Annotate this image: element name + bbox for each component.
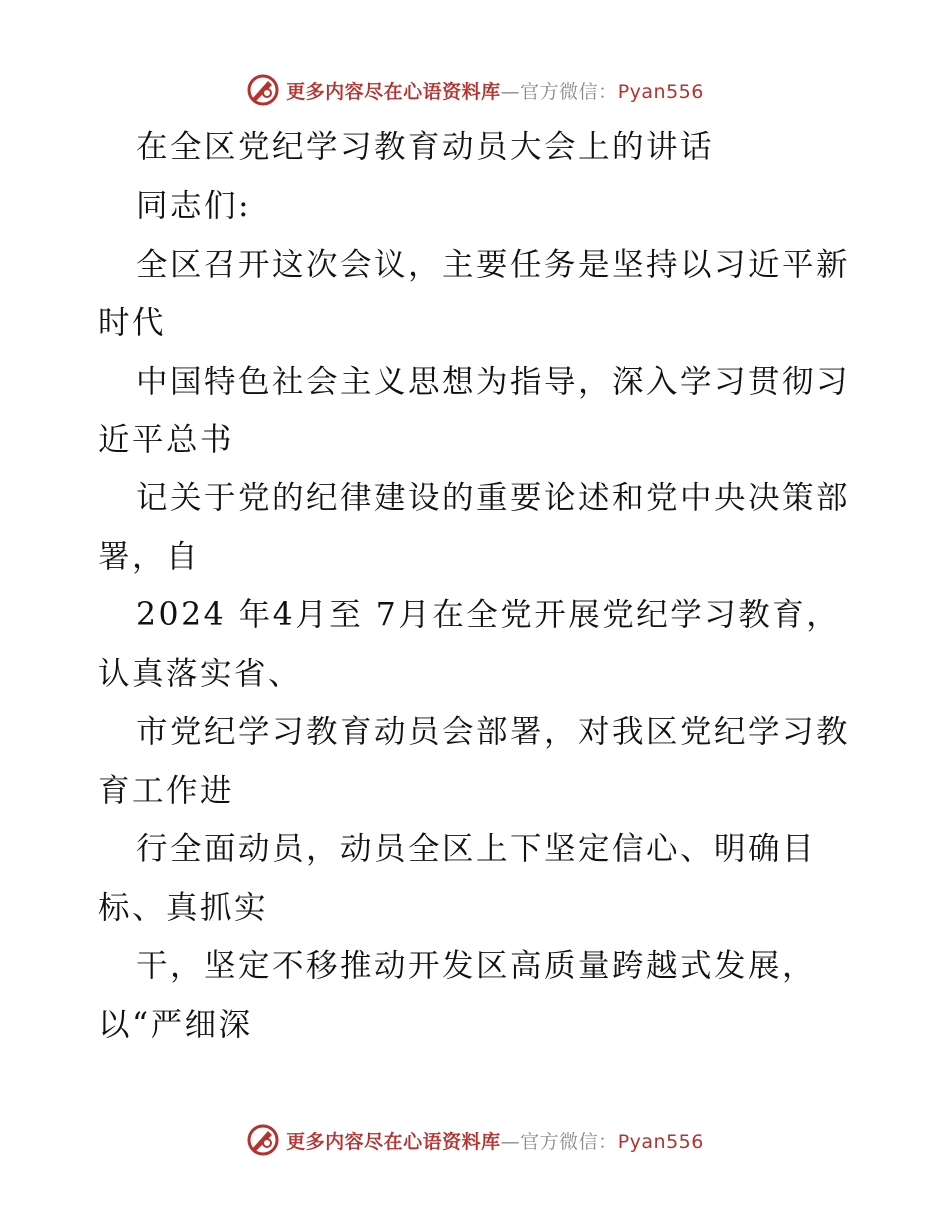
paragraph-line: 市党纪学习教育动员会部署，对我区党纪学习教 (136, 714, 851, 750)
paragraph-line: 标、真抓实 (98, 890, 269, 926)
paragraph-line: 全区召开这次会议，主要任务是坚持以习近平新 (136, 247, 851, 283)
banner-label: 官方微信： (520, 80, 618, 103)
banner-dash: — (500, 1130, 521, 1153)
document-title: 在全区党纪学习教育动员大会上的讲话 (136, 129, 715, 165)
banner-dash: — (500, 80, 521, 103)
banner-main-text: 更多内容尽在心语资料库 (286, 1130, 501, 1153)
header-banner (0, 70, 950, 110)
footer-banner-text (286, 1127, 704, 1154)
quill-seal-icon (246, 73, 280, 107)
header-banner-text (286, 77, 704, 104)
paragraph-line: 育工作进 (98, 773, 235, 809)
paragraph-line: 近平总书 (98, 422, 235, 458)
quill-seal-icon (246, 1123, 280, 1157)
paragraph-line: 署，自 (98, 539, 201, 575)
paragraph-line: 干，坚定不移推动开发区高质量跨越式发展， (136, 948, 817, 984)
paragraph-line: 中国特色社会主义思想为指导，深入学习贯彻习 (136, 364, 851, 400)
paragraph-line: 时代 (98, 305, 167, 341)
banner-label: 官方微信： (520, 1130, 618, 1153)
banner-main-text: 更多内容尽在心语资料库 (286, 80, 501, 103)
paragraph-line: 认真落实省、 (98, 656, 303, 692)
footer-banner (0, 1120, 950, 1160)
banner-code: Pyan556 (617, 80, 704, 103)
paragraph-line: 以“严细深 (98, 1007, 253, 1043)
banner-code: Pyan556 (617, 1130, 704, 1153)
salutation: 同志们: (136, 188, 252, 224)
paragraph-line: 记关于党的纪律建设的重要论述和党中央决策部 (136, 480, 851, 516)
paragraph-line: 2024 年4月至 7月在全党开展党纪学习教育， (136, 597, 841, 633)
paragraph-line: 行全面动员，动员全区上下坚定信心、明确目 (136, 831, 817, 867)
